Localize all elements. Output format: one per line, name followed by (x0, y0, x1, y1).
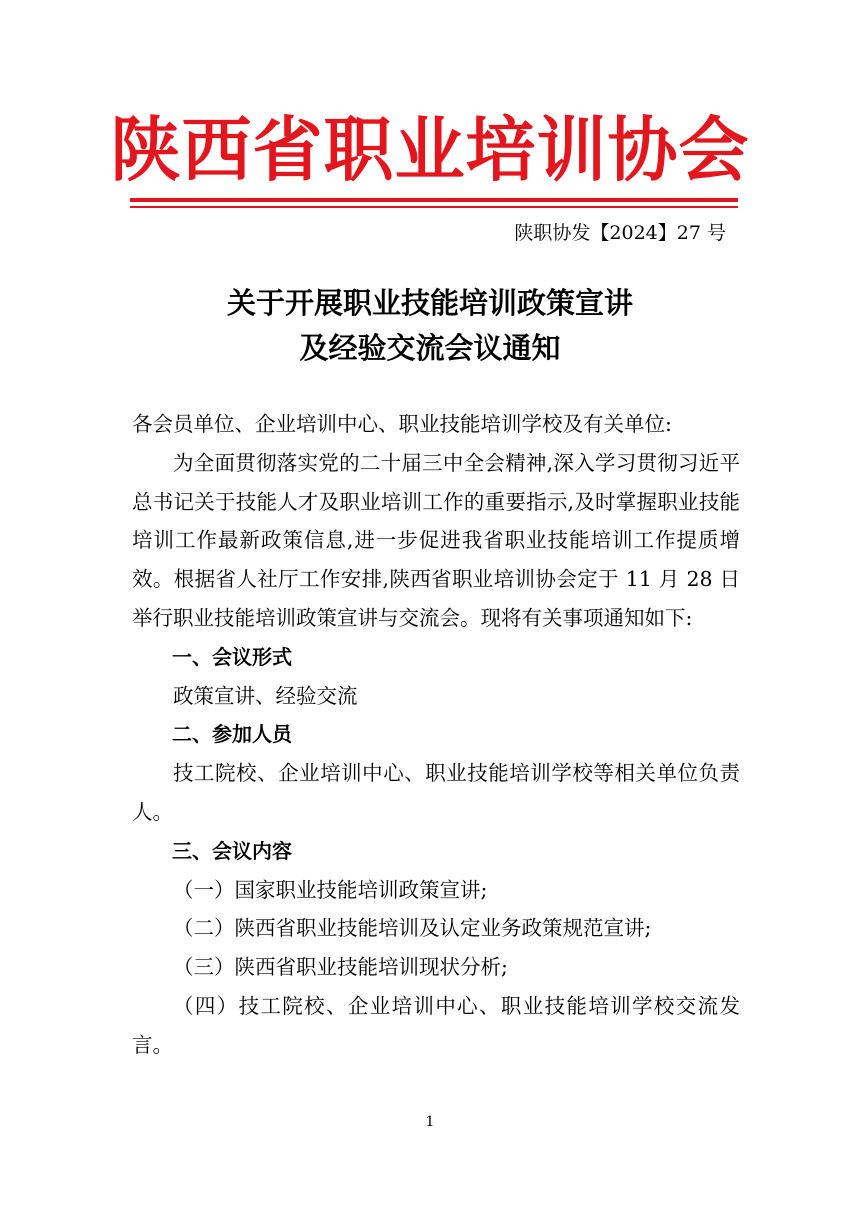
notice-title-line-1: 关于开展职业技能培训政策宣讲 (226, 286, 633, 320)
salutation: 各会员单位、企业培训中心、职业技能培训学校及有关单位: (132, 412, 672, 436)
notice-body (132, 405, 740, 1065)
section-paragraph: 政策宣讲、经验交流 (173, 683, 358, 708)
section-paragraph: 技工院校、企业培训中心、职业技能培训学校等相关单位负责人。 (132, 761, 740, 824)
document-number: 陕职协发【2024】27 号 (514, 222, 726, 244)
intro-paragraph: 为全面贯彻落实党的二十届三中全会精神,深入学习贯彻习近平总书记关于技能人才及职业培训工作的重要指示,及时掌握职业技能培训工作最新政策信息,进一步促进我省职业技能培训工作提质增效。根据省人社厅工作安排,陕西省职业培训协会定于 11 月 28 日举行职业技能培训政策宣讲与交流会。现将有关事项通知如下: (132, 450, 740, 630)
content-item-4: （四）技工院校、企业培训中心、职业技能培训学校交流发言。 (132, 993, 740, 1057)
content-item-2: （二）陕西省职业技能培训及认定业务政策规范宣讲; (173, 916, 652, 941)
masthead-divider-thick (130, 198, 738, 202)
notice-title-line-2: 及经验交流会议通知 (299, 331, 561, 365)
organization-masthead: 陕西省职业培训协会 (110, 109, 750, 191)
masthead-divider-thin (130, 206, 738, 208)
content-item-1: （一）国家职业技能培训政策宣讲; (173, 877, 488, 902)
section-heading-format: 一、会议形式 (172, 644, 292, 669)
page-number: 1 (425, 1114, 435, 1130)
section-heading-content: 三、会议内容 (172, 838, 292, 863)
section-heading-participants: 二、参加人员 (172, 722, 292, 747)
content-item-3: （三）陕西省职业技能培训现状分析; (173, 955, 508, 980)
